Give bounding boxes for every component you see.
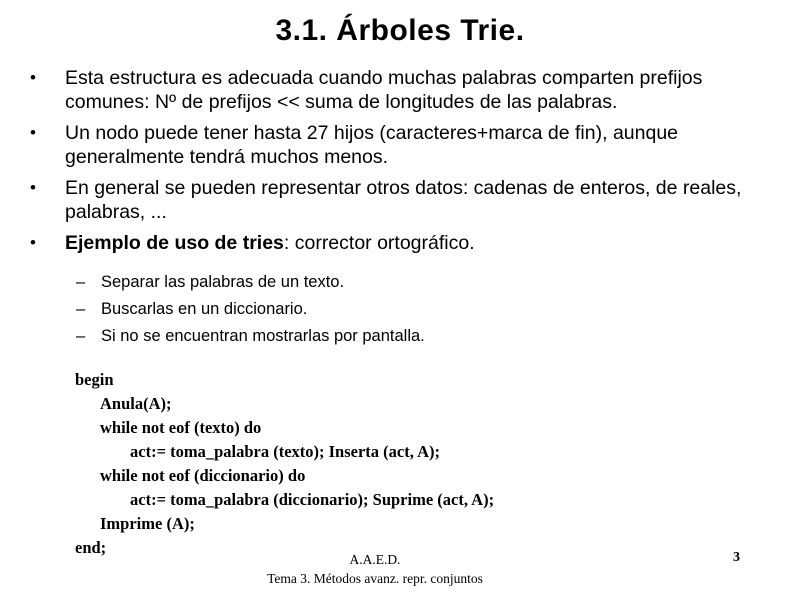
bullet-item [30,231,790,255]
bullet-marker: • [30,178,36,197]
bullet-text: Esta estructura es adecuada cuando muchas palabras comparten prefijos comunes: Nº de prefijos << suma de longitudes de las palabras. [65,67,703,113]
bullet-item [30,176,790,224]
bullet-marker: • [30,68,36,87]
sub-bullet-item [76,272,776,292]
sub-bullet-list [76,272,776,353]
pseudocode-block [75,368,494,560]
bullet-text: : corrector ortográfico. [283,232,475,254]
bullet-text: Un nodo puede tener hasta 27 hijos (caracteres+marca de fin), aunque generalmente tendrá muchos menos. [65,122,679,168]
sub-bullet-item [76,299,776,319]
bullet-item [30,66,790,114]
bullet-marker: • [30,233,36,252]
dash-marker: – [76,300,86,318]
slide-title: 3.1. Árboles Trie. [275,14,525,47]
sub-bullet-text: Buscarlas en un diccionario. [101,300,308,318]
code-line: while not eof (diccionario) do [100,466,306,485]
code-line: begin [75,370,114,389]
footer [230,550,520,588]
code-line: Imprime (A); [100,514,195,533]
code-line: Anula(A); [100,394,172,413]
page-number: 3 [733,550,740,565]
code-line: act:= toma_palabra (texto); Inserta (act, A); [130,442,440,461]
code-line: end; [75,538,107,557]
sub-bullet-text: Si no se encuentran mostrarlas por pantalla. [101,327,425,345]
bullet-marker: • [30,123,36,142]
bullet-text: En general se pueden representar otros datos: cadenas de enteros, de reales, palabras, ... [65,177,742,223]
sub-bullet-item [76,326,776,346]
code-line: act:= toma_palabra (diccionario); Suprime (act, A); [130,490,495,509]
bullet-bold-text: Ejemplo de uso de tries [65,232,284,254]
bullet-item [30,121,790,169]
dash-marker: – [76,327,86,345]
code-line: while not eof (texto) do [100,418,262,437]
footer-course: A.A.E.D. [349,552,401,567]
bullet-list [30,66,790,262]
dash-marker: – [76,273,86,291]
sub-bullet-text: Separar las palabras de un texto. [101,273,345,291]
footer-topic: Tema 3. Métodos avanz. repr. conjuntos [267,571,483,586]
